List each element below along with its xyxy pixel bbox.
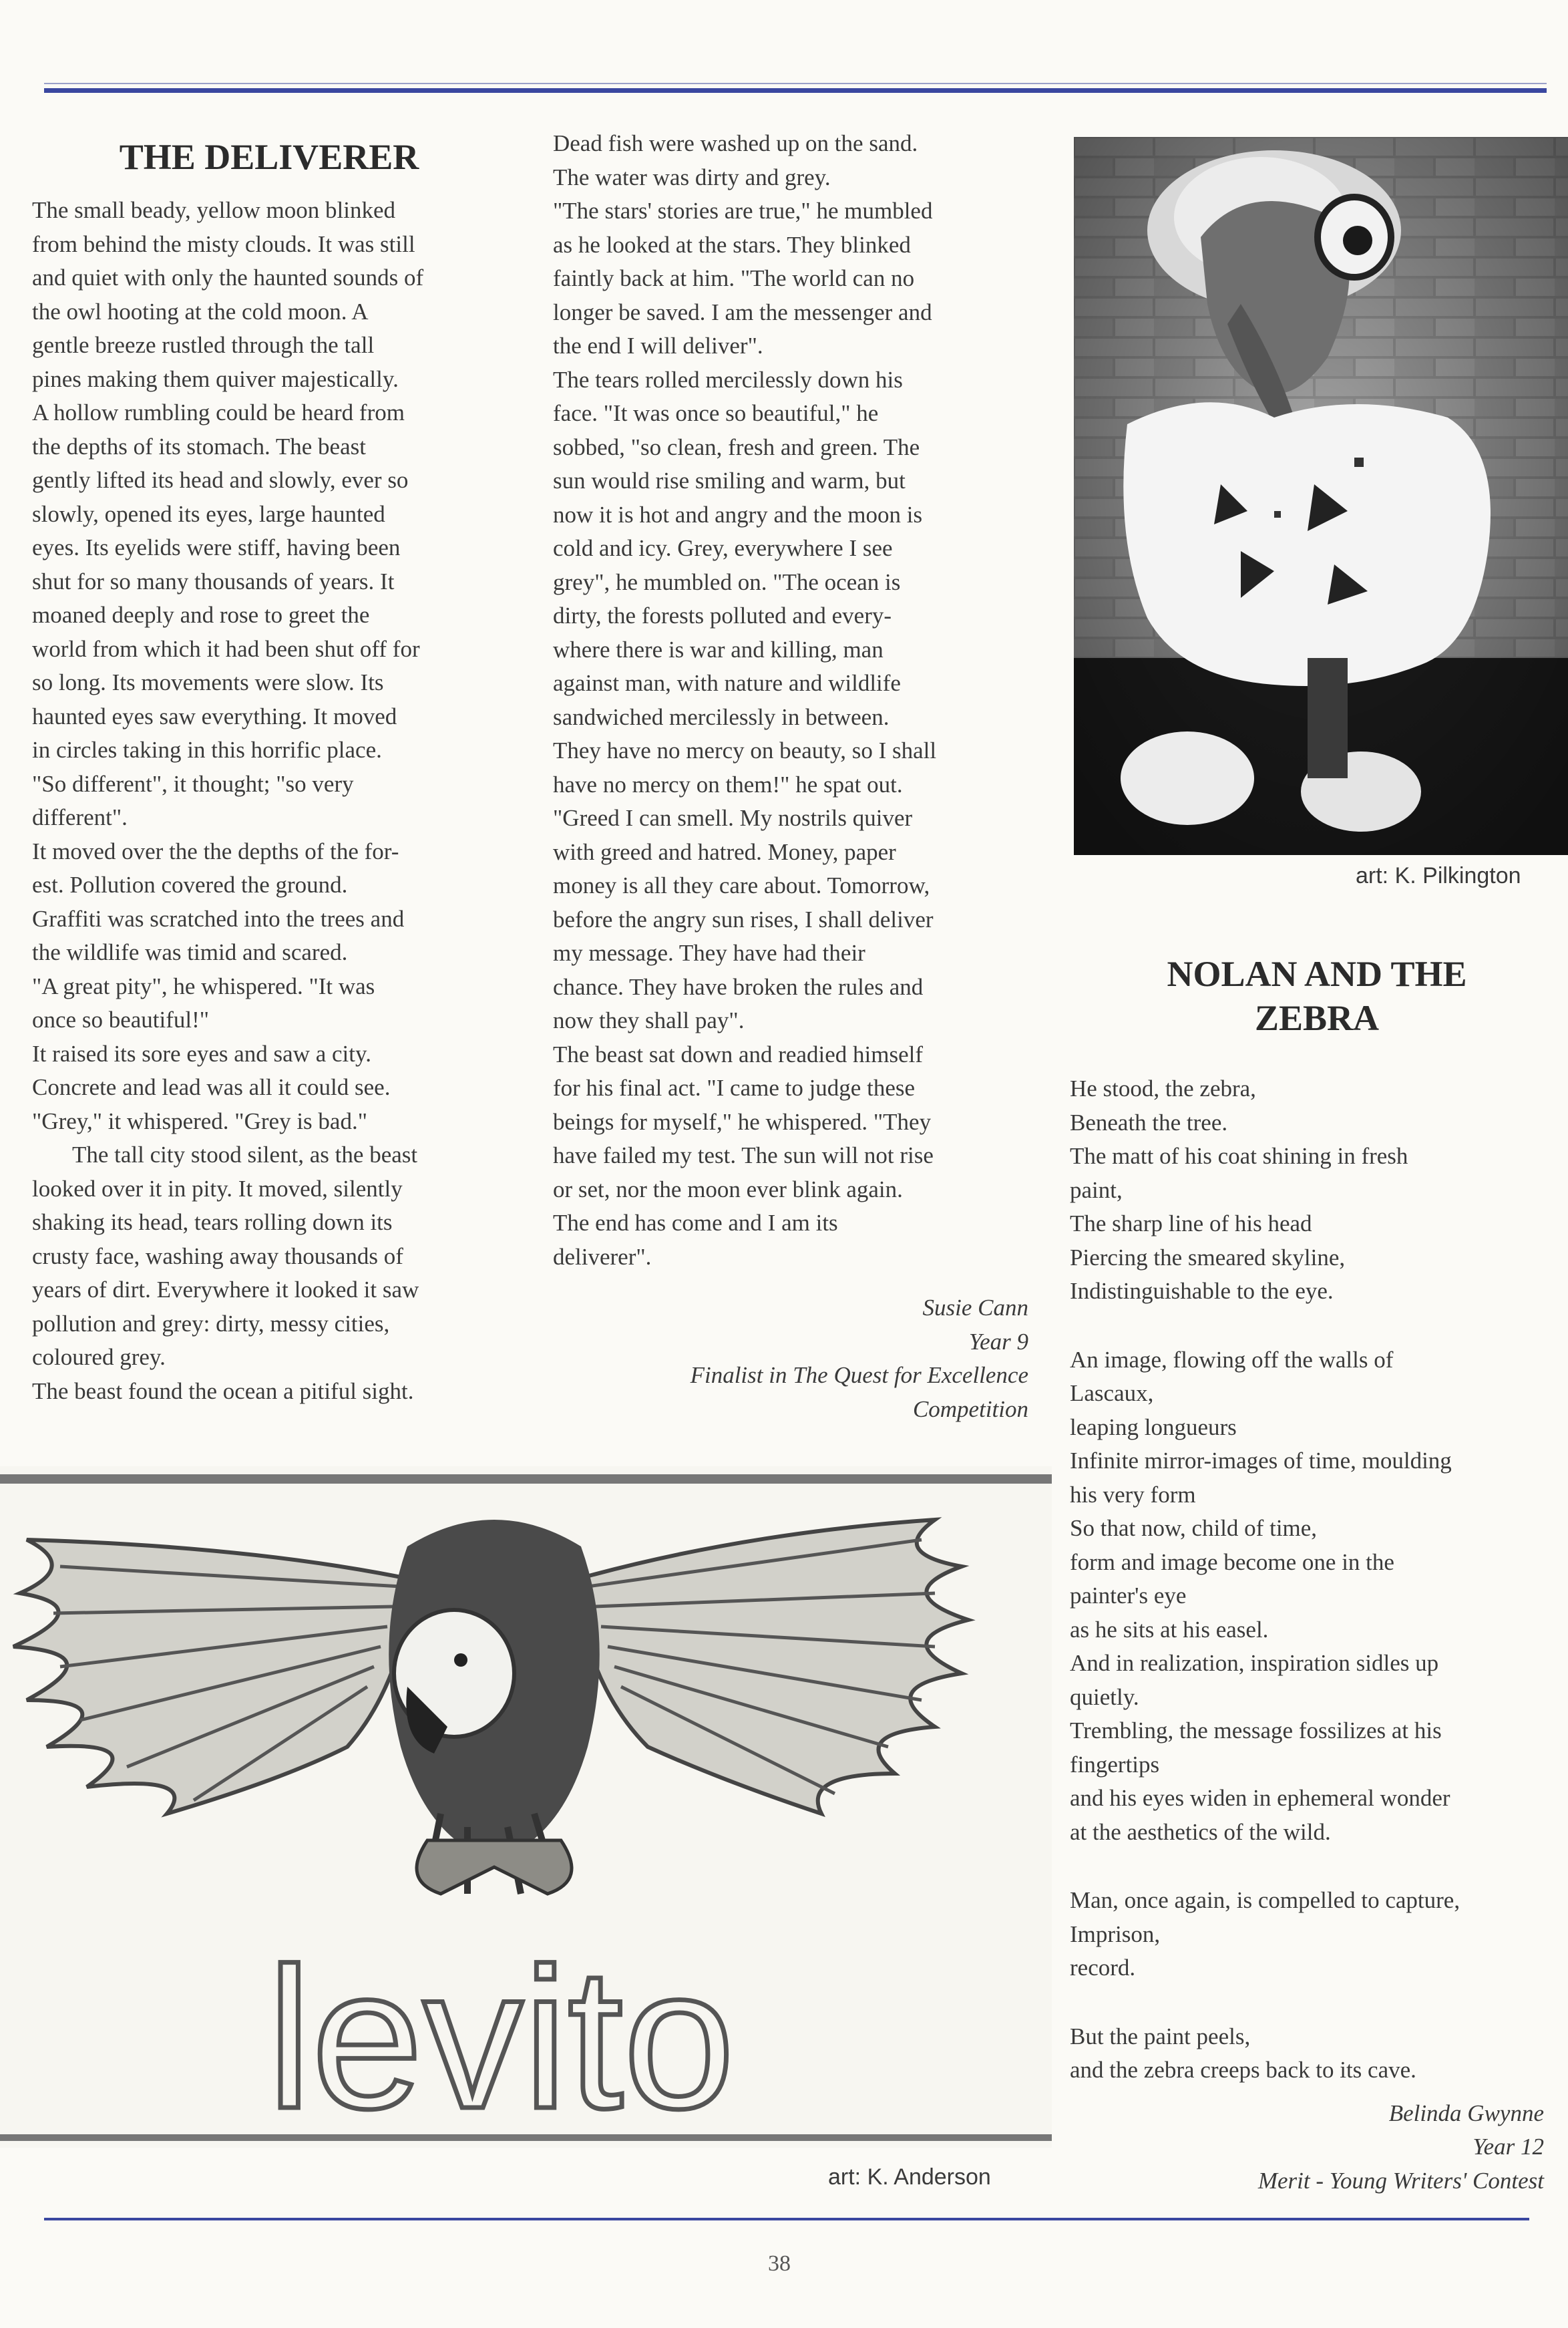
story-line: or set, nor the moon ever blink again. bbox=[553, 1176, 903, 1202]
eagle-lettering: levito bbox=[266, 1926, 735, 2148]
story-line: "Greed I can smell. My nostrils quiver bbox=[553, 805, 913, 831]
story-award-line-2: Competition bbox=[912, 1395, 1028, 1422]
story-column-2 bbox=[553, 127, 1028, 1426]
poem-line: paint, bbox=[1070, 1176, 1123, 1203]
story-line: crusty face, washing away thousands of bbox=[32, 1242, 403, 1269]
poem-line: But the paint peels, bbox=[1070, 2023, 1251, 2049]
top-rule-thin bbox=[44, 83, 1547, 84]
story-line: cold and icy. Grey, everywhere I see bbox=[553, 535, 893, 561]
story-line: grey", he mumbled on. "The ocean is bbox=[553, 568, 901, 595]
story-line: have no mercy on them!" he spat out. bbox=[553, 771, 903, 798]
story-line: now they shall pay". bbox=[553, 1007, 745, 1033]
story-line: It raised its sore eyes and saw a city. bbox=[32, 1040, 371, 1067]
story-line: sandwiched mercilessly in between. bbox=[553, 703, 890, 730]
story-line: The water was dirty and grey. bbox=[553, 164, 831, 190]
story-line: "Grey," it whispered. "Grey is bad." bbox=[32, 1108, 367, 1134]
poem-line: The matt of his coat shining in fresh bbox=[1070, 1143, 1408, 1169]
story-line: the owl hooting at the cold moon. A bbox=[32, 298, 369, 325]
poem-line: and his eyes widen in ephemeral wonder bbox=[1070, 1785, 1450, 1811]
photo-credit: art: K. Pilkington bbox=[1356, 863, 1521, 888]
story-line: They have no mercy on beauty, so I shall bbox=[553, 737, 937, 764]
page-number: 38 bbox=[768, 2251, 791, 2276]
poem-line: form and image become one in the bbox=[1070, 1548, 1394, 1575]
story-line: where there is war and killing, man bbox=[553, 636, 884, 663]
poem-line: Trembling, the message fossilizes at his bbox=[1070, 1717, 1442, 1743]
story-line: faintly back at him. "The world can no bbox=[553, 265, 915, 291]
story-line: slowly, opened its eyes, large haunted bbox=[32, 500, 385, 527]
story-line: It moved over the the depths of the for- bbox=[32, 838, 399, 864]
story-column-1 bbox=[32, 194, 506, 1408]
poem-line: his very form bbox=[1070, 1481, 1196, 1508]
poem-line: And in realization, inspiration sidles up bbox=[1070, 1650, 1439, 1676]
story-line: the end I will deliver". bbox=[553, 333, 763, 359]
story-line: shut for so many thousands of years. It bbox=[32, 568, 395, 595]
story-line: haunted eyes saw everything. It moved bbox=[32, 703, 397, 729]
poem-line: record. bbox=[1070, 1955, 1136, 1981]
poem-line: and the zebra creeps back to its cave. bbox=[1070, 2057, 1416, 2083]
poem-line: Piercing the smeared skyline, bbox=[1070, 1244, 1346, 1271]
story-line: A hollow rumbling could be heard from bbox=[32, 399, 405, 426]
story-line: "A great pity", he whispered. "It was bbox=[32, 973, 375, 999]
eagle-credit: art: K. Anderson bbox=[828, 2164, 991, 2190]
poem-line: as he sits at his easel. bbox=[1070, 1616, 1269, 1643]
poem-line: Man, once again, is compelled to capture, bbox=[1070, 1887, 1460, 1913]
eagle-artwork bbox=[0, 1466, 1052, 2148]
story-line: sun would rise smiling and warm, but bbox=[553, 468, 906, 494]
story-line: world from which it had been shut off for bbox=[32, 635, 420, 662]
story-line: gently lifted its head and slowly, ever so bbox=[32, 467, 409, 493]
story-line: The tears rolled mercilessly down his bbox=[553, 366, 903, 393]
story-line: beings for myself," he whispered. "They bbox=[553, 1108, 932, 1135]
story-line: The tall city stood silent, as the beast bbox=[72, 1142, 418, 1168]
story-line: The beast found the ocean a pitiful sight. bbox=[32, 1377, 414, 1404]
story-line: for his final act. "I came to judge these bbox=[553, 1075, 916, 1101]
story-line: coloured grey. bbox=[32, 1344, 166, 1370]
poem-award: Merit - Young Writers' Contest bbox=[1257, 2167, 1544, 2194]
story-line: Graffiti was scratched into the trees and bbox=[32, 905, 405, 932]
story-title: THE DELIVERER bbox=[119, 137, 419, 177]
story-line: chance. They have broken the rules and bbox=[553, 973, 924, 1000]
story-line: pollution and grey: dirty, messy cities, bbox=[32, 1310, 390, 1337]
poem-line: The sharp line of his head bbox=[1070, 1210, 1312, 1236]
poem-line: leaping longueurs bbox=[1070, 1414, 1237, 1440]
story-line: the depths of its stomach. The beast bbox=[32, 433, 366, 460]
story-line: pines making them quiver majestically. bbox=[32, 365, 399, 392]
story-line: deliverer". bbox=[553, 1243, 652, 1270]
story-line: in circles taking in this horrific place. bbox=[32, 737, 382, 763]
story-line: shaking its head, tears rolling down its bbox=[32, 1209, 393, 1235]
poem-line: Beneath the tree. bbox=[1070, 1109, 1228, 1136]
top-rule bbox=[44, 88, 1547, 93]
story-line: from behind the misty clouds. It was still bbox=[32, 230, 415, 257]
story-line: the wildlife was timid and scared. bbox=[32, 939, 348, 965]
story-line: gentle breeze rustled through the tall bbox=[32, 332, 375, 358]
puppet-photo bbox=[1074, 137, 1568, 855]
poem-title-line-1: NOLAN AND THE bbox=[1167, 954, 1467, 994]
story-line: against man, with nature and wildlife bbox=[553, 670, 901, 696]
story-line: looked over it in pity. It moved, silently bbox=[32, 1175, 403, 1202]
poem-line: So that now, child of time, bbox=[1070, 1515, 1318, 1541]
poem-line: quietly. bbox=[1070, 1683, 1139, 1710]
story-line: now it is hot and angry and the moon is bbox=[553, 501, 923, 528]
story-line: sobbed, "so clean, fresh and green. The bbox=[553, 434, 920, 460]
story-line: once so beautiful!" bbox=[32, 1007, 210, 1033]
story-line: eyes. Its eyelids were stiff, having been bbox=[32, 534, 401, 560]
poem-year: Year 12 bbox=[1473, 2134, 1544, 2160]
poem-line: fingertips bbox=[1070, 1751, 1160, 1778]
story-line: and quiet with only the haunted sounds of bbox=[32, 265, 424, 291]
poem-title-line-2: ZEBRA bbox=[1254, 998, 1380, 1038]
story-year: Year 9 bbox=[968, 1328, 1028, 1355]
story-line: years of dirt. Everywhere it looked it saw bbox=[32, 1277, 419, 1303]
story-award-line-1: Finalist in The Quest for Excellence bbox=[690, 1362, 1028, 1388]
story-line: so long. Its movements were slow. Its bbox=[32, 669, 384, 695]
poem-line: Indistinguishable to the eye. bbox=[1070, 1278, 1334, 1304]
story-line: my message. They have had their bbox=[553, 940, 865, 966]
story-line: Dead fish were washed up on the sand. bbox=[553, 130, 918, 156]
story-line: longer be saved. I am the messenger and bbox=[553, 299, 932, 325]
story-line: The end has come and I am its bbox=[553, 1210, 838, 1236]
story-line: The beast sat down and readied himself bbox=[553, 1041, 923, 1067]
story-line: est. Pollution covered the ground. bbox=[32, 872, 348, 898]
story-line: as he looked at the stars. They blinked bbox=[553, 231, 911, 258]
poem-line: Lascaux, bbox=[1070, 1380, 1154, 1406]
story-line: face. "It was once so beautiful," he bbox=[553, 400, 879, 426]
story-line: with greed and hatred. Money, paper bbox=[553, 838, 896, 865]
bottom-rule bbox=[44, 2218, 1529, 2220]
story-line: Concrete and lead was all it could see. bbox=[32, 1074, 391, 1100]
story-line: money is all they care about. Tomorrow, bbox=[553, 872, 930, 898]
story-line: moaned deeply and rose to greet the bbox=[32, 602, 370, 628]
poem-line: He stood, the zebra, bbox=[1070, 1075, 1256, 1102]
story-line: "The stars' stories are true," he mumbled bbox=[553, 198, 933, 224]
poem-line: painter's eye bbox=[1070, 1583, 1187, 1609]
story-line: have failed my test. The sun will not rise bbox=[553, 1142, 934, 1168]
story-line: dirty, the forests polluted and every- bbox=[553, 603, 892, 629]
story-line: before the angry sun rises, I shall deliver bbox=[553, 906, 934, 933]
poem-line: Infinite mirror-images of time, moulding bbox=[1070, 1448, 1452, 1474]
poem-author: Belinda Gwynne bbox=[1388, 2100, 1544, 2126]
poem-line: at the aesthetics of the wild. bbox=[1070, 1818, 1331, 1845]
story-line: The small beady, yellow moon blinked bbox=[32, 197, 396, 223]
poem-line: An image, flowing off the walls of bbox=[1070, 1346, 1394, 1373]
story-author: Susie Cann bbox=[922, 1295, 1028, 1321]
poem-title bbox=[1070, 952, 1564, 1040]
story-line: "So different", it thought; "so very bbox=[32, 770, 354, 797]
story-line: different". bbox=[32, 804, 128, 830]
poem-line: Imprison, bbox=[1070, 1921, 1161, 1947]
poem-body bbox=[1070, 1072, 1544, 2198]
